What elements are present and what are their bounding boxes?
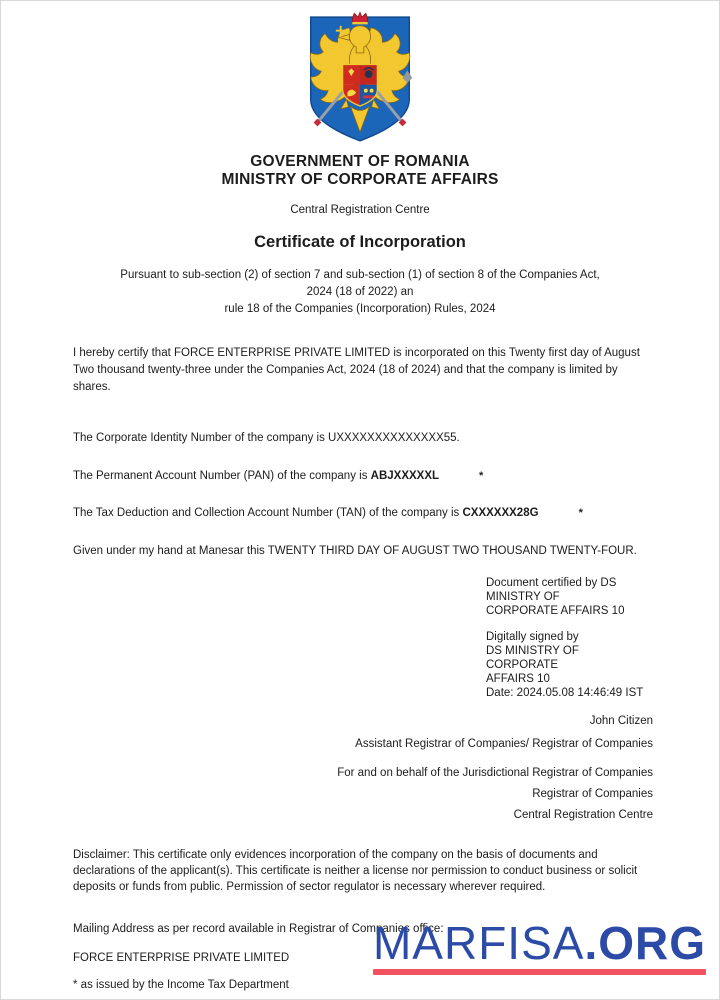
disclaimer-paragraph: Disclaimer: This certificate only evidences incorporation of the company on the basis of documents and declarations of the applicant(s). This certificate is neither a license nor permission to conduct business or solicit deposits or funds from public. Permission of sector regulator is necessary wherever required. [73, 849, 638, 894]
signed-line-4: Date: 2024.05.08 14:46:49 IST [486, 687, 644, 700]
signed-line-2: DS MINISTRY OF CORPORATE [486, 645, 579, 672]
watermark-tld: .ORG [584, 917, 706, 969]
given-under-hand-line: Given under my hand at Manesar this TWENTY THIRD DAY OF AUGUST TWO THOUSAND TWENTY-FOUR. [73, 545, 637, 558]
pursuant-line-2: 2024 (18 of 2022) an [306, 285, 414, 298]
signer-name: John Citizen [589, 715, 653, 728]
certificate-body [73, 345, 653, 991]
watermark-underline [373, 969, 706, 975]
pan-asterisk: * [479, 470, 484, 483]
marfisa-watermark [372, 917, 706, 975]
certify-paragraph: I hereby certify that FORCE ENTERPRISE PRIVATE LIMITED is incorporated on this Twenty first day of August Two thousand twenty-three under the Companies Act, 2024 (18 of 2024) and that the company is limited by shares. [73, 347, 640, 393]
mailing-address-label: Mailing Address as per record available in Registrar of Companies office: [73, 923, 444, 936]
signed-line-1: Digitally signed by [486, 631, 579, 644]
registrar-role-1: Assistant Registrar of Companies/ Registrar of Companies [355, 738, 653, 751]
company-name: FORCE ENTERPRISE PRIVATE LIMITED [73, 952, 290, 965]
registration-centre-label: Central Registration Centre [290, 203, 430, 216]
registrar-role-2: For and on behalf of the Jurisdictional Registrar of Companies [337, 767, 653, 780]
ministry-title: MINISTRY OF CORPORATE AFFAIRS [221, 171, 499, 189]
certificate-title: Certificate of Incorporation [254, 232, 466, 251]
cin-prefix: The Corporate Identity Number of the company is [73, 432, 329, 445]
registrar-role-3: Registrar of Companies [532, 788, 653, 801]
certified-line-1: Document certified by DS [486, 577, 617, 590]
tan-asterisk: * [578, 507, 583, 520]
marfisa-watermark-text [372, 917, 706, 969]
pursuant-line-1: Pursuant to sub-section (2) of section 7 and sub-section (1) of section 8 of the Companies Act, [120, 268, 600, 281]
registrar-role-4: Central Registration Centre [513, 809, 653, 822]
signature-gap [486, 618, 653, 630]
watermark-name: MARFISA [372, 917, 585, 969]
pan-value: ABJXXXXXL [370, 470, 440, 483]
certified-line-3: CORPORATE AFFAIRS 10 [486, 605, 625, 618]
pursuant-clause [1, 267, 719, 319]
cin-value: UXXXXXXXXXXXXXX55. [328, 432, 460, 445]
digital-signature-block [486, 576, 653, 700]
signed-line-3: AFFAIRS 10 [486, 673, 550, 686]
tan-line [73, 507, 653, 519]
pursuant-line-3: rule 18 of the Companies (Incorporation) Rules, 2024 [224, 303, 496, 316]
pan-line [73, 470, 653, 482]
certified-line-2: MINISTRY OF [486, 591, 560, 604]
romania-coat-of-arms-icon [302, 10, 418, 146]
tan-value: CXXXXXX28G [462, 507, 539, 520]
asterisk-footnote: * as issued by the Income Tax Department [73, 979, 289, 992]
government-title: GOVERNMENT OF ROMANIA [250, 153, 470, 170]
pan-prefix: The Permanent Account Number (PAN) of the company is [73, 470, 371, 483]
cin-line [73, 432, 653, 444]
tan-prefix: The Tax Deduction and Collection Account Number (TAN) of the company is [73, 507, 463, 520]
